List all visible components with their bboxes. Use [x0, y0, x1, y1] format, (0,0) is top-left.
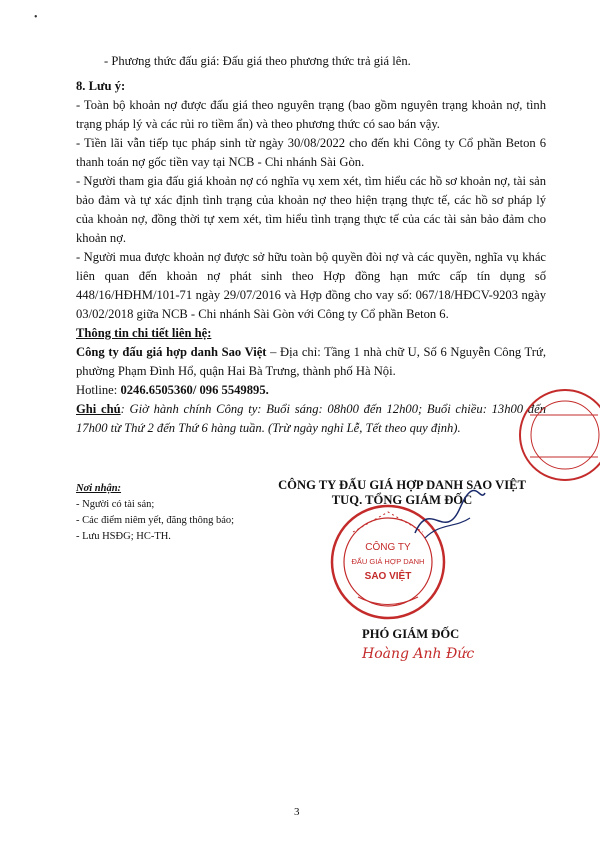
note-text: : Giờ hành chính Công ty: Buổi sáng: 08h00 đến 12h00; Buổi chiều: 13h00 đến 17h00 từ Thứ 2 đến Thứ 6 hàng tuần. (Trừ ngày nghỉ Lễ, Tết theo quy định). [76, 402, 546, 435]
note-item-2: - Tiền lãi vẫn tiếp tục pháp sinh từ ngày 30/08/2022 cho đến khi Công ty Cổ phần Beton 6 thanh toán nợ gốc tiền vay tại NCB - Chi nhánh Sài Gòn. [76, 136, 546, 169]
contact-heading: Thông tin chi tiết liên hệ: [76, 326, 212, 340]
seal-text-top: CÔNG TY [365, 542, 411, 553]
signature-scribble [410, 488, 490, 548]
note-item-3: - Người tham gia đấu giá khoản nợ có nghĩa vụ xem xét, tìm hiểu các hồ sơ khoản nợ, tài sản bảo đảm và tự xác định tình trạng của khoản nợ theo hiện trạng thực tế, các hồ sơ pháp lý của khoản nợ, đồng thời tự xem xét, tìm hiểu tình trạng thực tế của các tài sản bảo đảm cho khoản nợ. [76, 174, 546, 245]
page-number: 3 [294, 806, 300, 818]
recipient-item: - Lưu HSĐG; HC-TH. [76, 531, 171, 542]
signer-title: PHÓ GIÁM ĐỐC [362, 627, 460, 641]
notes-heading: 8. Lưu ý: [76, 79, 126, 93]
recipients-block [76, 481, 234, 545]
document-body [76, 52, 546, 438]
recipients-title: Nơi nhận: [76, 483, 122, 494]
hotline-value: 0246.6505360/ 096 5549895. [120, 383, 269, 397]
signer-name: Hoàng Anh Đức [362, 646, 475, 662]
hotline-label: Hotline: [76, 383, 121, 397]
note-label: Ghi chú [76, 402, 121, 416]
auction-method-line: - Phương thức đấu giá: Đấu giá theo phương thức trả giá lên. [104, 54, 411, 68]
note-item-1: - Toàn bộ khoản nợ được đấu giá theo nguyên trạng (bao gồm nguyên trạng khoản nợ, tình trạng pháp lý và các rủi ro tiềm ẩn) và theo phương thức có sao bán vậy. [76, 98, 546, 131]
contact-address-text: – Địa chỉ: Tầng 1 nhà chữ U, Số 6 Nguyễn Công Trứ, phường Phạm Đình Hổ, quận Hai Bà Trưng, thành phố Hà Nội. [76, 345, 546, 378]
note-item-4: - Người mua được khoản nợ được sở hữu toàn bộ quyền đòi nợ và các quyền, nghĩa vụ khác liên quan đến khoản nợ phát sinh theo Hợp đồng hạn mức cấp tín dụng số 448/16/HĐHM/101-71 ngày 29/07/2016 và Hợp đồng cho vay số: 067/18/HĐCV-9203 ngày 03/02/2018 giữa NCB - Chi nhánh Sài Gòn với Công ty Cổ phần Beton 6. [76, 250, 546, 321]
contact-address [76, 343, 546, 381]
corner-mark: • [34, 12, 38, 23]
edge-seal-stamp [510, 385, 600, 485]
recipient-item: - Người có tài sản; [76, 499, 155, 510]
seal-text-mid: ĐẤU GIÁ HỢP DANH [351, 557, 425, 566]
seal-text-bottom: SAO VIỆT [364, 571, 412, 582]
signature-company: CÔNG TY ĐẤU GIÁ HỢP DANH SAO VIỆT [278, 478, 526, 492]
hotline-line [76, 381, 546, 400]
note-line [76, 400, 546, 438]
contact-company: Công ty đấu giá hợp danh Sao Việt [76, 345, 267, 359]
signature-position: TUQ. TỔNG GIÁM ĐỐC [331, 493, 473, 507]
recipient-item: - Các điểm niêm yết, đăng thông báo; [76, 515, 235, 526]
